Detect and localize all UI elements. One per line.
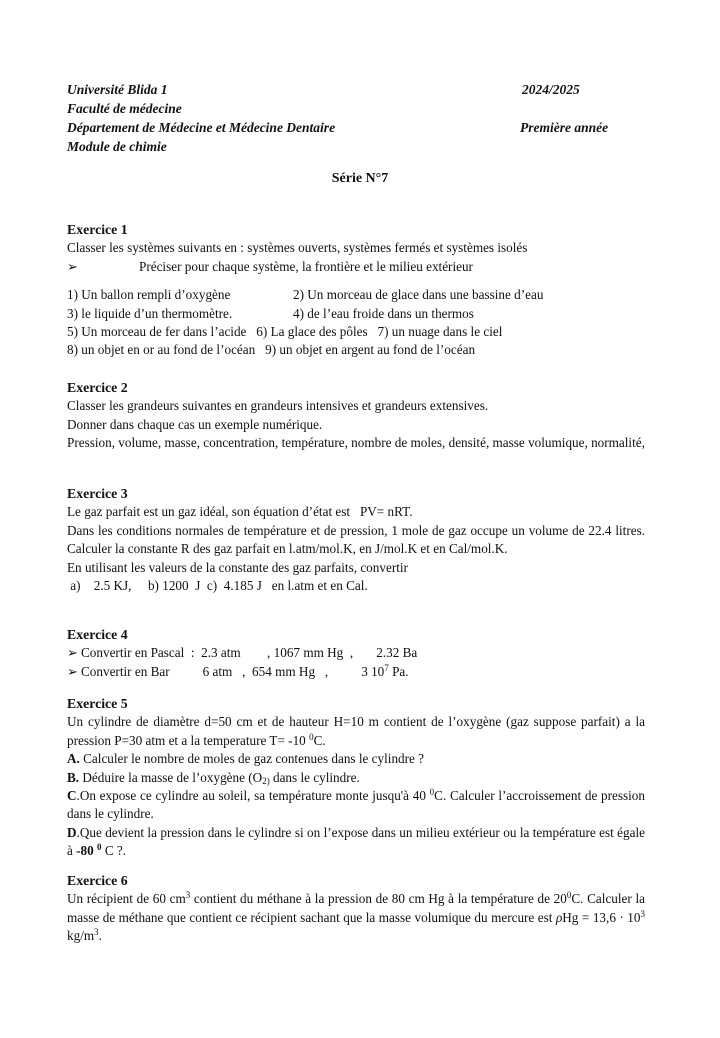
exercise-5-heading: Exercice 5 [67, 696, 128, 711]
exercise-4-row-2 [67, 663, 645, 681]
statement-text: kg/m [67, 928, 95, 944]
system-item: 1) Un ballon rempli d’oxygène [67, 287, 231, 303]
exercise-3-line-4: a) 2.5 KJ, b) 1200 J c) 4.185 J en l.atm et en Cal. [67, 578, 368, 594]
exercise-1-row-2 [67, 305, 645, 323]
series-title: Série N°7 [331, 171, 389, 186]
superscript: 3 [185, 890, 191, 901]
arrow-bullet-icon: ➢ [67, 258, 79, 274]
system-item: 2) Un morceau de glace dans une bassine d’eau [293, 287, 544, 303]
conversion-bar: Convertir en Bar 6 atm , 654 mm Hg , 3 10 [81, 663, 385, 679]
exercise-6 [67, 872, 645, 946]
exercise-1-row-1 [67, 286, 645, 304]
exercise-2-line-1: Classer les grandeurs suivantes en grandeurs intensives et grandeurs extensives. [67, 398, 489, 414]
system-item: 4) de l’eau froide dans un thermos [293, 305, 474, 321]
exercise-3-heading: Exercice 3 [67, 486, 128, 501]
exercise-1 [67, 221, 645, 360]
exercise-3-line-1: Le gaz parfait est un gaz idéal, son équation d’état est PV= nRT. [67, 504, 413, 520]
question-text: C ?. [101, 843, 127, 859]
exercise-1-row-4: 8) un objet en or au fond de l’océan 9) un objet en argent au fond de l’océan [67, 342, 476, 358]
department-name: Département de Médecine et Médecine Dentaire [67, 120, 336, 135]
degree-sup: 0 [429, 787, 435, 798]
university-name: Université Blida 1 [67, 82, 168, 97]
faculty-name: Faculté de médecine [67, 101, 182, 116]
exercise-2-line-2: Donner dans chaque cas un exemple numérique. [67, 416, 323, 432]
exercise-2-quantity-list: Pression, volume, masse, concentration, température, nombre de moles, densité, masse volumique, normalité, [67, 435, 645, 451]
exercise-6-statement [67, 890, 645, 945]
question-label: C [67, 788, 77, 804]
question-a [67, 750, 645, 768]
exercise-2-heading: Exercice 2 [67, 380, 128, 395]
statement-text: contient du méthane à la pression de 80 cm Hg à la température de 20 [190, 891, 567, 907]
statement-text: Un cylindre de diamètre d=50 cm et de hauteur H=10 m contient de l’oxygène (gaz suppose parfait) a la pression P=30 atm et a la temperature T= -10 [67, 714, 645, 748]
degree-sup: 0 [309, 731, 314, 742]
unit: Pa. [388, 663, 409, 679]
rho-symbol: ρ [555, 909, 563, 925]
question-d [67, 824, 645, 861]
conversion-pascal: Convertir en Pascal : 2.3 atm , 1067 mm Hg , 2.32 Ba [81, 645, 418, 661]
question-text: .Que devient la pression dans le cylindre si on l’expose dans un milieu extérieur ou la température est égale à [67, 824, 645, 859]
subscript: 2) [262, 775, 270, 786]
degree-sup: 0 [97, 842, 102, 853]
module-name: Module de chimie [67, 139, 167, 154]
exercise-3 [67, 485, 645, 595]
arrow-bullet-icon: ➢ [67, 663, 79, 679]
question-text: C. Calculer l’accroissement de pression dans le cylindre. [67, 788, 645, 822]
statement-unit: C. [313, 732, 326, 748]
academic-year: 2024/2025 [522, 82, 580, 97]
exercise-4-heading: Exercice 4 [67, 627, 128, 642]
exercise-1-bullet-line [67, 258, 645, 276]
question-b [67, 769, 645, 787]
question-text: Déduire la masse de l’oxygène (O [79, 769, 263, 785]
exercise-3-paragraph: Dans les conditions normales de température et de pression, 1 mole de gaz occupe un volume de 22.4 litres. Calculer la constante R des gaz parfait en l.atm/mol.K, en J/mol.K et en Cal/mol.K. [67, 522, 645, 557]
question-label: A. [67, 751, 80, 767]
exercise-4-row-1 [67, 644, 645, 662]
degree-sup: 0 [566, 890, 572, 901]
exponent: 7 [384, 662, 389, 673]
exercise-1-subinstruction: Préciser pour chaque système, la frontière et le milieu extérieur [139, 258, 473, 274]
exercise-5-statement [67, 713, 645, 750]
question-text: dans le cylindre. [269, 769, 360, 785]
exercise-1-row-3: 5) Un morceau de fer dans l’acide 6) La glace des pôles 7) un nuage dans le ciel [67, 324, 503, 340]
exercise-4 [67, 626, 645, 681]
header-left [67, 80, 335, 156]
question-label: B. [67, 769, 80, 785]
question-text: .On expose ce cylindre au soleil, sa température monte jusqu'à 40 [76, 788, 430, 804]
statement-text: Hg = 13,6 · 10 [562, 909, 641, 925]
exercise-5 [67, 695, 645, 861]
exercise-2 [67, 379, 645, 453]
question-label: D [67, 824, 77, 840]
statement-text: Un récipient de 60 cm [67, 891, 186, 907]
exercise-1-heading: Exercice 1 [67, 222, 128, 237]
system-item: 3) le liquide d’un thermomètre. [67, 305, 233, 321]
statement-text: C. Calculer la masse de méthane que contient ce récipient sachant que la masse volumique du mercure est [67, 891, 645, 925]
temperature-value: -80 [76, 843, 98, 859]
superscript: 3 [94, 927, 99, 938]
exercise-6-heading: Exercice 6 [67, 873, 128, 888]
question-text: Calculer le nombre de moles de gaz contenues dans le cylindre ? [79, 751, 425, 767]
study-level: Première année [520, 120, 609, 135]
arrow-bullet-icon: ➢ [67, 645, 79, 661]
question-c [67, 787, 645, 824]
statement-text: . [98, 928, 102, 944]
exercise-3-line-3: En utilisant les valeurs de la constante des gaz parfaits, convertir [67, 559, 408, 575]
exercise-1-instruction: Classer les systèmes suivants en : systèmes ouverts, systèmes fermés et systèmes isolés [67, 240, 528, 256]
superscript: 3 [640, 908, 645, 919]
